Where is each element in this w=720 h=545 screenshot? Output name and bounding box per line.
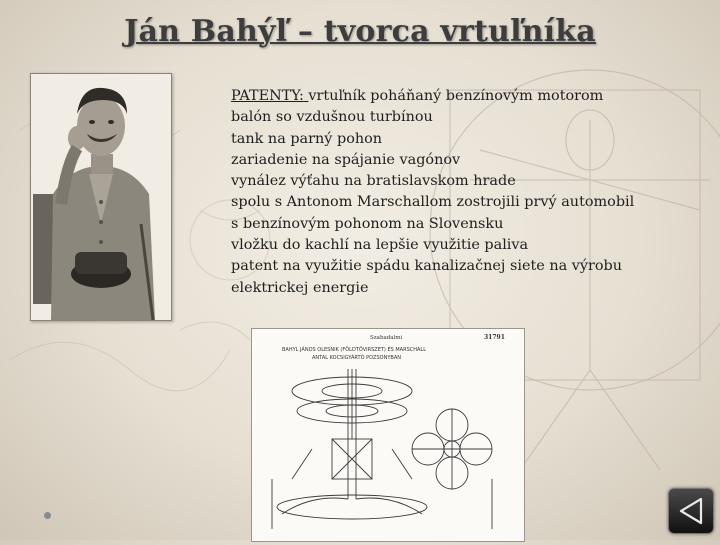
patent-item: tank na parný pohon: [231, 130, 383, 147]
patent-item: vložku do kachlí na lepšie využitie paliva: [231, 237, 529, 254]
back-nav-button[interactable]: [668, 488, 714, 534]
patents-label: PATENTY:: [231, 88, 304, 104]
drawing-heading: Szabadalmi: [370, 335, 403, 341]
patent-item: zariadenie na spájanie vagónov: [231, 151, 461, 168]
patent-item: s benzínovým pohonom na Slovensku: [231, 215, 504, 232]
patent-item: PATENTY: vrtuľník poháňaný benzínovým motorom: [231, 88, 604, 104]
patent-item: elektrickej energie: [231, 279, 369, 296]
patent-item: balón so vzdušnou turbínou: [231, 109, 433, 126]
slide-bullet-dot: [44, 512, 51, 519]
patents-list: [231, 86, 701, 299]
drawing-caption-2: ANTAL KOCSIGYÁRTÓ POZSONYBAN: [312, 355, 401, 361]
patent-item: patent na využitie spádu kanalizačnej siete na výrobu: [231, 258, 623, 275]
patent-item: spolu s Antonom Marschallom zostrojili prvý automobil: [231, 194, 635, 211]
triangle-left-icon: [669, 489, 713, 533]
portrait-photo: [30, 73, 172, 321]
slide-title: Ján Bahýľ – tvorca vrtuľníka: [124, 14, 596, 49]
patent-drawing: [251, 328, 525, 542]
drawing-caption-1: BAHYL JÁNOS OLESNIK (FÖLDTÖVIRSZET) ÉS MARSCHALL: [282, 347, 426, 353]
drawing-number: 31791: [484, 334, 505, 341]
patent-item: vynález výťahu na bratislavskom hrade: [231, 173, 516, 190]
